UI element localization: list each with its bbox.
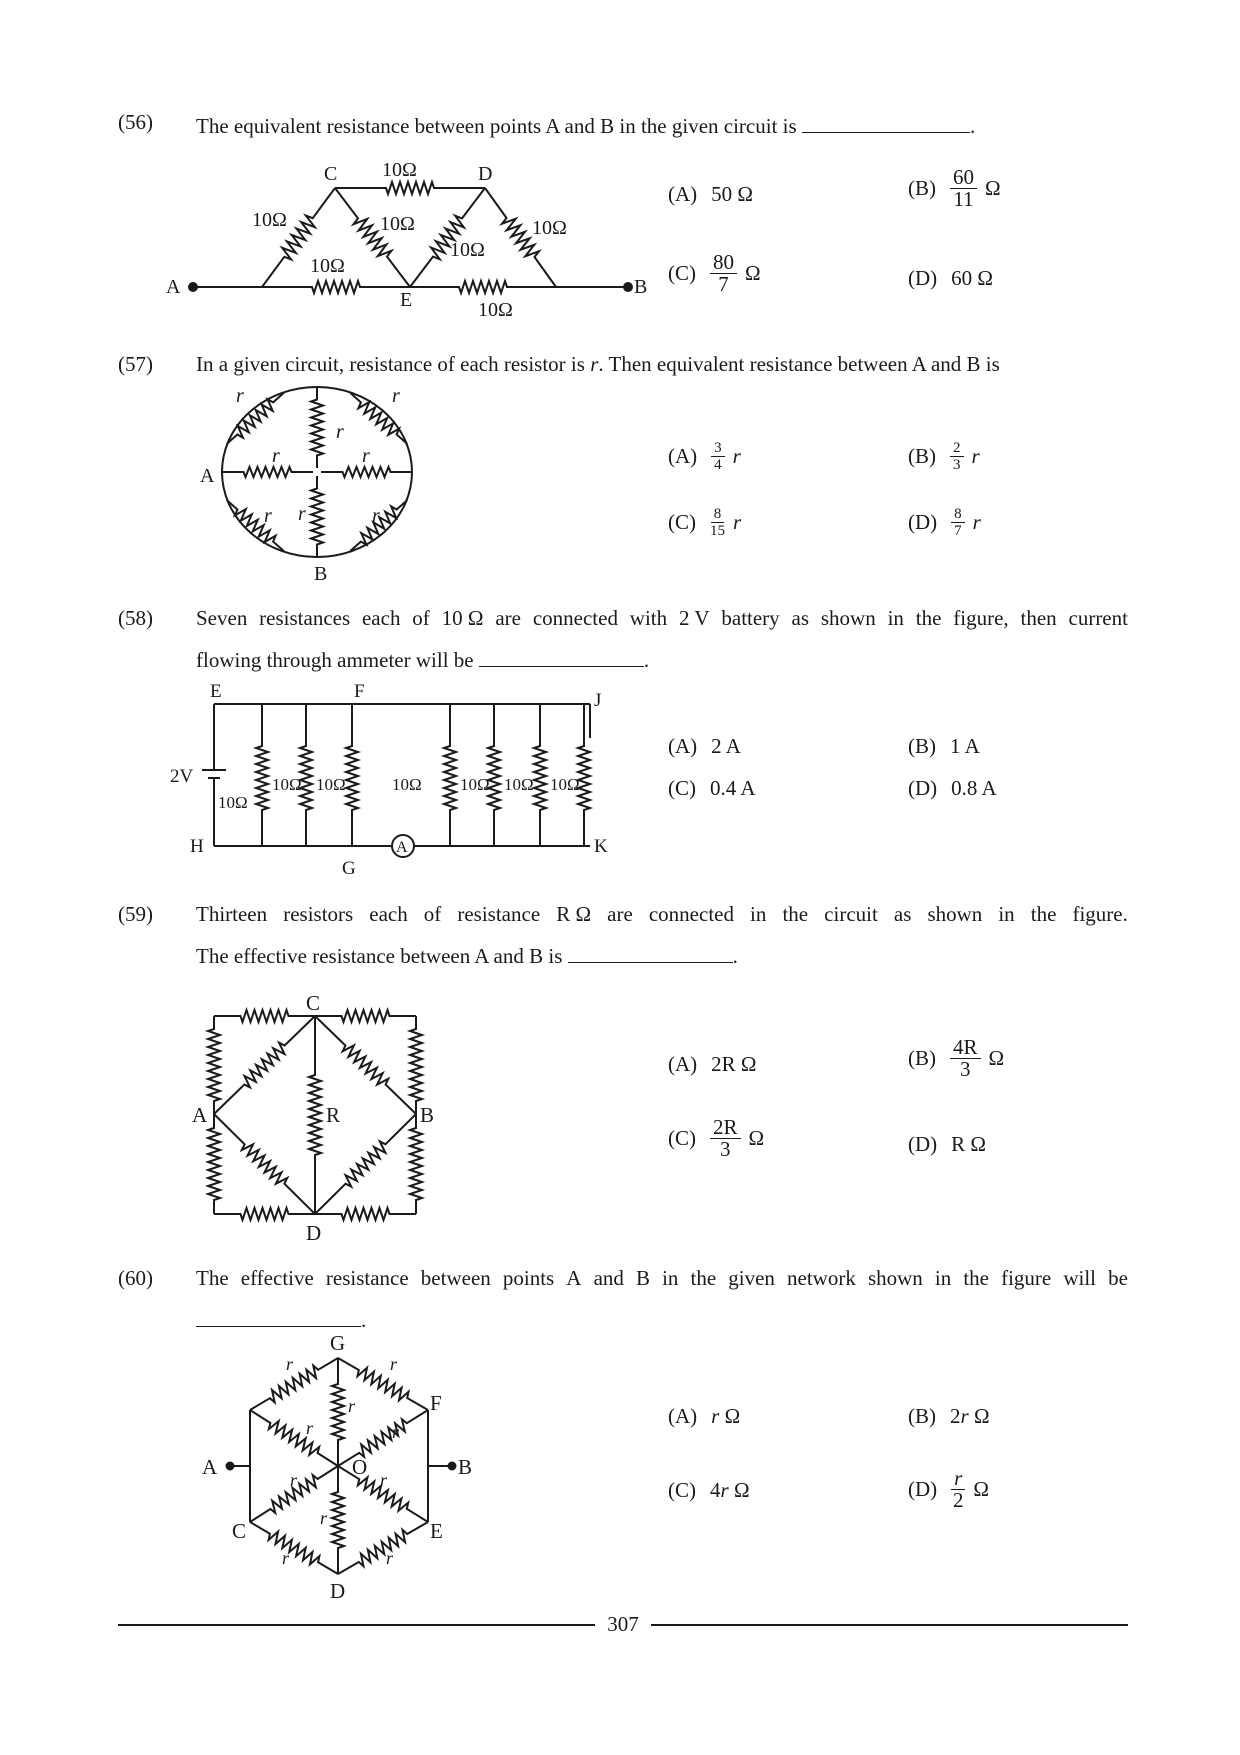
node-label: A (200, 465, 215, 487)
word: in (887, 606, 904, 630)
terminal-dot (227, 1463, 234, 1470)
resistor-label: 10Ω (550, 775, 580, 794)
word: be (1108, 1266, 1128, 1290)
resistor-label: 10Ω (310, 255, 345, 277)
node-label: F (354, 681, 365, 702)
node-label: F (430, 1391, 442, 1415)
q58-number: (58) (118, 606, 153, 630)
node-label: D (478, 163, 493, 185)
word: R Ω (556, 902, 592, 926)
word: figure. (1072, 902, 1128, 926)
word: current (1068, 606, 1128, 630)
word: the (782, 902, 809, 926)
word: the (690, 1266, 717, 1290)
resistor-label: r (380, 1470, 388, 1490)
word: resistances (259, 606, 351, 630)
page-number: 307 (607, 1612, 639, 1636)
word: as (791, 606, 810, 630)
word: Thirteen (196, 902, 268, 926)
q57-option-b[interactable]: (B) $\frac{2}{3}$ r (908, 440, 980, 473)
q58-option-b[interactable]: (B) 1 A (908, 734, 980, 758)
node-label: A (202, 1455, 218, 1479)
word: battery (721, 606, 780, 630)
word: of (423, 902, 442, 926)
resistor (338, 1522, 428, 1574)
q57-number: (57) (118, 352, 153, 376)
word: A (566, 1266, 582, 1290)
word: circuit (824, 902, 878, 926)
word: the (1030, 902, 1057, 926)
q56-text: The equivalent resistance between points A and B in the given circuit is . (196, 114, 976, 138)
resistor-label: r (348, 1396, 356, 1416)
node-label: O (352, 1455, 368, 1479)
q60-blank: . (196, 1300, 366, 1340)
word: effective (240, 1266, 314, 1290)
resistor-label: r (236, 385, 244, 407)
footer-rule-left (118, 1624, 595, 1626)
word: each (361, 606, 401, 630)
word: are (495, 606, 521, 630)
page-footer (118, 1612, 1128, 1637)
q58-text-line2: flowing through ammeter will be . (196, 648, 650, 672)
q58-option-c[interactable]: (C) 0.4 A (668, 776, 756, 800)
q60-number: (60) (118, 1266, 153, 1290)
word: will (1063, 1266, 1096, 1290)
resistor-label: r (386, 1548, 394, 1568)
q57-option-d[interactable]: (D) $\frac{8}{7}$ r (908, 506, 981, 539)
word: 2 V (678, 606, 710, 630)
resistor-label: 10Ω (218, 793, 248, 812)
resistor-label: 10Ω (460, 775, 490, 794)
q60-option-c[interactable]: (C) 4 r Ω (668, 1478, 750, 1502)
word: resistance (325, 1266, 409, 1290)
word: each (369, 902, 408, 926)
resistor-label: 10Ω (450, 239, 485, 261)
resistor-label: r (264, 505, 272, 527)
node-label: B (634, 276, 648, 298)
q56-option-d[interactable]: (D) 60 Ω (908, 266, 994, 290)
resistor-label: 10Ω (380, 213, 415, 235)
resistor-label: 10Ω (532, 217, 567, 239)
word: of (412, 606, 430, 630)
resistor (250, 1410, 338, 1466)
resistor-label: r (336, 421, 344, 443)
node-label: A (166, 276, 181, 298)
q57-text: In a given circuit, resistance of each resistor is r. Then equivalent resistance between A and B is (196, 352, 1000, 376)
word: with (629, 606, 668, 630)
resistor-label: r (320, 1508, 328, 1528)
resistor-label: r (392, 1422, 400, 1442)
node-label: K (594, 836, 608, 857)
node-label: E (210, 681, 222, 702)
resistor-label: r (362, 445, 370, 467)
q56-option-c[interactable]: (C) $\frac{80}{7}$ Ω (668, 250, 761, 296)
word: figure (1001, 1266, 1052, 1290)
q60-option-d[interactable]: (D) $\frac{r}{2}$ Ω (908, 1466, 989, 1512)
node-label: C (232, 1519, 247, 1543)
resistor (332, 1358, 344, 1466)
word: and (593, 1266, 624, 1290)
q56-number: (56) (118, 110, 153, 134)
node-label: D (330, 1579, 346, 1603)
node-label: A (192, 1103, 208, 1127)
word: connected (648, 902, 734, 926)
word: in (934, 1266, 952, 1290)
resistor-label: 10Ω (478, 299, 513, 321)
node-label: H (190, 836, 204, 857)
resistor-label: r (306, 1418, 314, 1438)
word: figure, (953, 606, 1009, 630)
resistor (250, 1522, 338, 1574)
word: resistors (283, 902, 354, 926)
word: B (635, 1266, 650, 1290)
node-label: J (594, 690, 602, 711)
node-label: E (400, 289, 413, 311)
footer-rule-right (651, 1624, 1128, 1626)
resistor-label: r (282, 1548, 290, 1568)
word: shown (820, 606, 876, 630)
q57-option-c[interactable]: (C) $\frac{8}{15}$ r (668, 506, 742, 539)
word: connected (532, 606, 618, 630)
node-label: G (342, 858, 356, 879)
word: in (998, 902, 1015, 926)
resistor (250, 1358, 338, 1410)
resistor-label: r (286, 1354, 294, 1374)
resistor-label: r (290, 1470, 298, 1490)
q59-number: (59) (118, 902, 153, 926)
q58-option-a[interactable]: (A) 2 A (668, 734, 741, 758)
q59-option-c[interactable]: (C) $\frac{2R}{3}$ Ω (668, 1115, 765, 1161)
q59-option-b[interactable]: (B) $\frac{4R}{3}$ Ω (908, 1035, 1005, 1081)
q59-option-d[interactable]: (D) R Ω (908, 1132, 987, 1156)
word: given (728, 1266, 775, 1290)
q56-option-a[interactable]: (A) 50 Ω (668, 182, 754, 206)
node-label: C (306, 991, 321, 1015)
resistor-label: 10Ω (392, 775, 422, 794)
word: shown (867, 1266, 923, 1290)
q58-option-d[interactable]: (D) 0.8 A (908, 776, 997, 800)
node-label: B (314, 563, 328, 585)
word: then (1020, 606, 1057, 630)
resistor-label: r (298, 503, 306, 525)
resistor-label: 10Ω (252, 209, 287, 231)
resistor-label: 10Ω (272, 775, 302, 794)
q59-option-a[interactable]: (A) 2R Ω (668, 1052, 757, 1076)
word: the (963, 1266, 989, 1290)
ammeter-label: A (396, 839, 408, 856)
node-label: G (330, 1331, 346, 1355)
word: in (662, 1266, 679, 1290)
node-label: D (306, 1221, 322, 1245)
node-label: E (430, 1519, 443, 1543)
terminal-dot (449, 1463, 456, 1470)
node-label: 2V (170, 766, 194, 787)
resistor-label: 10Ω (504, 775, 534, 794)
q60-option-b[interactable]: (B) 2 r Ω (908, 1404, 990, 1428)
word: between (420, 1266, 491, 1290)
q60-option-a[interactable]: (A) r Ω (668, 1404, 741, 1428)
q59-text-line2: The effective resistance between A and B is . (196, 944, 738, 968)
node-label: C (324, 163, 338, 185)
node-label: B (420, 1103, 435, 1127)
resistor-label: 10Ω (382, 159, 417, 181)
word: are (607, 902, 633, 926)
word: network (787, 1266, 856, 1290)
resistor-label: r (272, 445, 280, 467)
q56-option-b[interactable]: (B) $\frac{60}{11}$ Ω (908, 165, 1001, 211)
word: the (915, 606, 942, 630)
word: shown (927, 902, 983, 926)
resistor-label: 10Ω (316, 775, 346, 794)
word: points (502, 1266, 555, 1290)
word: Seven (196, 606, 248, 630)
word: in (750, 902, 767, 926)
word: The (196, 1266, 229, 1290)
resistor-label: r (390, 1354, 398, 1374)
resistor (332, 1466, 344, 1574)
word: as (893, 902, 912, 926)
word: 10 Ω (441, 606, 484, 630)
resistor-label: R (326, 1103, 341, 1127)
q57-option-a[interactable]: (A) $\frac{3}{4}$ r (668, 440, 741, 473)
resistor-label: r (392, 385, 400, 407)
word: resistance (457, 902, 541, 926)
resistor-label: r (372, 505, 380, 527)
node-label: B (458, 1455, 473, 1479)
